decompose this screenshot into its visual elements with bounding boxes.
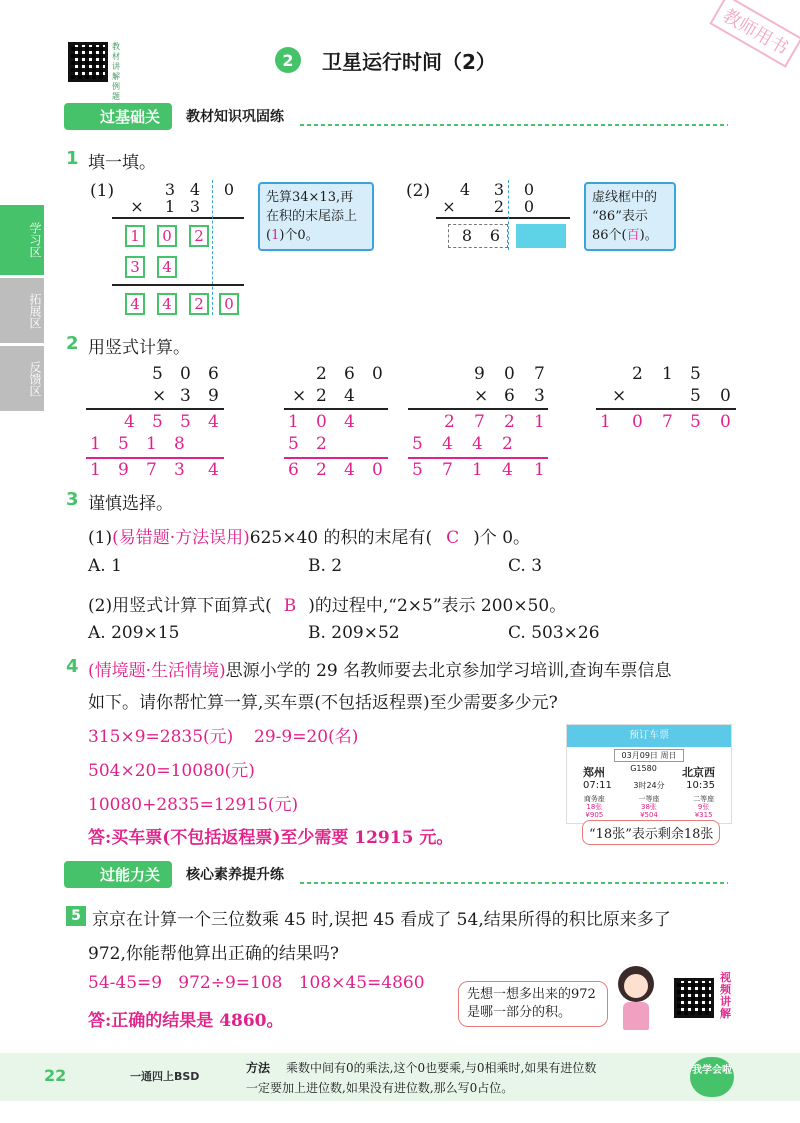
video-label: 视频讲解 (720, 971, 731, 1020)
seat-class: 二等座 9张 ¥315 (693, 795, 715, 819)
teacher-stamp: 教师用书 (709, 0, 800, 68)
digit: 2 (316, 386, 327, 406)
mul-sign: × (474, 386, 489, 406)
answer-box[interactable]: 4 (157, 293, 177, 315)
digit: 9 (474, 364, 485, 384)
answer-line: 答:正确的结果是 4860。 (88, 1011, 284, 1031)
digit: 0 (372, 364, 383, 384)
digit: 5 (690, 412, 701, 432)
video-qr-icon[interactable] (674, 978, 714, 1018)
digit: 4 (124, 412, 135, 432)
answer-box[interactable]: 1 (125, 225, 145, 247)
option[interactable]: A. 1 (88, 556, 122, 576)
brand-label: 一通四上BSD (130, 1070, 200, 1083)
underline (112, 217, 244, 219)
ticket-date: 03月09日 周日 (614, 749, 684, 762)
answer-box[interactable]: 3 (125, 256, 145, 278)
digit: 1 (600, 412, 611, 432)
note-line: 虚线框中的 (592, 190, 658, 205)
work-line: 10080+2835=12915(元) (88, 795, 299, 815)
digit: 3 (164, 180, 176, 199)
option[interactable]: A. 209×15 (88, 623, 180, 643)
question-text (88, 656, 672, 681)
section-banner-ability (64, 861, 284, 887)
sub-label: (1) (88, 528, 113, 548)
digit: 4 (502, 460, 513, 480)
digit: 0 (316, 412, 327, 432)
answer-line: 答:买车票(不包括返程票)至少需要 12915 元。 (88, 828, 454, 848)
digit: 4 (472, 434, 483, 454)
answer-choice[interactable]: B (283, 596, 297, 616)
digit: 0 (223, 180, 235, 199)
banner-subtitle: 教材知识巩固练 (186, 109, 285, 125)
question-text-2: 如下。请你帮忙算一算,买车票(不包括返程票)至少需要多少元? (88, 693, 558, 713)
banner-divider (300, 124, 728, 126)
digit: 2 (504, 412, 515, 432)
digit: 0 (720, 386, 731, 406)
digit: 5 (152, 364, 163, 384)
digit: 1 (472, 460, 483, 480)
answer-box[interactable]: 4 (125, 293, 145, 315)
digit: 4 (459, 180, 471, 199)
digit: 2 (493, 197, 505, 216)
digit: 6 (208, 364, 219, 384)
option[interactable]: C. 503×26 (508, 623, 600, 643)
question-text-2: 972,你能帮他算出正确的结果吗? (88, 944, 339, 964)
question-tag: (易错题·方法误用) (112, 528, 250, 548)
banner-pill: 过能力关 (64, 861, 172, 888)
digit: 5 (412, 460, 423, 480)
seat-class: 一等座 38张 ¥504 (638, 795, 660, 819)
answer-box[interactable]: 0 (157, 225, 177, 247)
method-text: 乘数中间有0的乘法,这个0也要乘,与0相乘时,如果有进位数 (286, 1061, 597, 1075)
page-number: 22 (44, 1066, 67, 1085)
digit: 1 (90, 434, 101, 454)
method-text: 一定要加上进位数,如果没有进位数,那么写0占位。 (246, 1081, 514, 1095)
work-line: 504×20=10080(元) (88, 761, 255, 781)
digit: 7 (534, 364, 545, 384)
digit: 5 (180, 412, 191, 432)
note-line: “86”表示 (592, 209, 648, 224)
question-number-badge: 5 (66, 906, 86, 926)
question-text: 填一填。 (88, 153, 156, 173)
underline (112, 284, 244, 286)
digit: 0 (523, 180, 535, 199)
digit: 4 (208, 460, 219, 480)
qr-label: 教材讲解例题 (112, 42, 120, 101)
tab-feedback[interactable]: 反馈区 (0, 346, 44, 411)
answer-box[interactable]: 2 (189, 225, 209, 247)
answer-box[interactable]: 0 (219, 293, 239, 315)
option[interactable]: C. 3 (508, 556, 543, 576)
digit: 2 (502, 434, 513, 454)
question-number: 4 (66, 656, 79, 677)
sub-text: (2)用竖式计算下面算式( (88, 596, 272, 616)
banner-pill: 过基础关 (64, 103, 172, 130)
underline (408, 457, 548, 459)
question-number: 3 (66, 489, 79, 510)
digit: 2 (316, 364, 327, 384)
mul-sign: × (292, 386, 307, 406)
digit: 1 (534, 460, 545, 480)
question-number: 2 (66, 333, 79, 354)
digit: 3 (493, 180, 505, 199)
digit: 3 (534, 386, 545, 406)
digit: 4 (208, 412, 219, 432)
digit: 9 (118, 460, 129, 480)
digit: 4 (189, 180, 201, 199)
digit: 2 (316, 460, 327, 480)
digit: 6 (288, 460, 299, 480)
digit: 1 (90, 460, 101, 480)
seat-class: 商务座 18张 ¥905 (583, 795, 605, 819)
mul-sign: × (612, 386, 627, 406)
digit: 1 (146, 434, 157, 454)
digit: 4 (344, 412, 355, 432)
underline (86, 408, 224, 410)
sub-question-1 (88, 523, 530, 548)
digit: 4 (344, 386, 355, 406)
digit: 1 (534, 412, 545, 432)
ticket-arr: 10:35 (686, 780, 715, 791)
ticket-caption: “18张”表示剩余18张 (582, 820, 720, 845)
text: 思源小学的 29 名教师要去北京参加学习培训,查询车票信息 (225, 661, 672, 681)
hint-bubble: 先想一想多出来的972是哪一部分的积。 (458, 981, 608, 1027)
digit: 2 (632, 364, 643, 384)
option[interactable]: B. 2 (308, 556, 343, 576)
question-tag: (情境题·生活情境) (88, 661, 226, 681)
digit: 2 (316, 434, 327, 454)
underline (86, 457, 224, 459)
ticket-from: 郑州 (583, 766, 605, 779)
sub-text: )个 0。 (473, 528, 531, 548)
underline (284, 408, 388, 410)
mul-sign: × (152, 386, 167, 406)
digit: 0 (180, 364, 191, 384)
sub-question-2 (88, 591, 566, 616)
digit: 5 (412, 434, 423, 454)
question-text: 京京在计算一个三位数乘 45 时,误把 45 看成了 54,结果所得的积比原来多了 (92, 910, 671, 930)
answer-box[interactable]: 2 (189, 293, 209, 315)
digit: 0 (372, 460, 383, 480)
digit: 8 (461, 226, 473, 245)
tab-extend[interactable]: 拓展区 (0, 278, 44, 343)
question-text: 谨慎选择。 (88, 494, 173, 514)
section-banner-basic (64, 103, 284, 129)
digit: 2 (444, 412, 455, 432)
highlight-box (516, 224, 566, 248)
answer-box[interactable]: 4 (157, 256, 177, 278)
digit: 4 (344, 460, 355, 480)
digit: 3 (180, 386, 191, 406)
digit: 6 (504, 386, 515, 406)
tab-study[interactable]: 学习区 (0, 205, 44, 275)
ticket-dep: 07:11 (583, 780, 612, 791)
ticket-train: G1580 (630, 764, 657, 773)
digit: 5 (288, 434, 299, 454)
qr-code-icon[interactable] (68, 42, 108, 82)
ticket-header: 预订车票 (567, 725, 731, 747)
hint-note-2 (584, 182, 676, 251)
note-line: )。 (639, 228, 658, 243)
sub-text: 625×40 的积的末尾有( (249, 528, 433, 548)
sub-text: )的过程中,“2×5”表示 200×50。 (308, 596, 567, 616)
girl-character-icon (614, 966, 658, 1036)
work-line: 54-45=9 972÷9=108 108×45=4860 (88, 973, 425, 993)
dashed-separator (508, 180, 509, 250)
digit: 7 (474, 412, 485, 432)
part-label: (2) (406, 181, 431, 201)
note-line: 86个( (592, 228, 627, 243)
digit: 9 (208, 386, 219, 406)
note-answer: 1 (271, 228, 280, 243)
hint-note-1 (258, 182, 374, 251)
note-text: 先算34×13,再在积的末尾添上( (266, 190, 358, 243)
digit: 0 (632, 412, 643, 432)
work-line: 315×9=2835(元) (88, 727, 234, 747)
digit: 1 (288, 412, 299, 432)
work-line: 29-9=20(名) (254, 727, 359, 747)
badge-learned: 我学会啦 (690, 1057, 734, 1097)
digit: 6 (489, 226, 501, 245)
digit: 3 (174, 460, 185, 480)
underline (436, 217, 570, 219)
digit: 8 (174, 434, 185, 454)
digit: 7 (442, 460, 453, 480)
question-number: 1 (66, 148, 79, 169)
mul-sign: × (442, 197, 456, 216)
digit: 5 (690, 364, 701, 384)
digit: 0 (523, 197, 535, 216)
method-label: 方法 (246, 1061, 271, 1075)
digit: 1 (164, 197, 176, 216)
mul-sign: × (130, 197, 144, 216)
underline (408, 408, 548, 410)
digit: 0 (504, 364, 515, 384)
digit: 6 (344, 364, 355, 384)
ticket-card (566, 724, 732, 824)
banner-divider (300, 882, 728, 884)
digit: 5 (152, 412, 163, 432)
part-label: (1) (90, 181, 115, 201)
underline (284, 457, 388, 459)
option[interactable]: B. 209×52 (308, 623, 400, 643)
underline (596, 408, 736, 410)
digit: 7 (662, 412, 673, 432)
digit: 4 (442, 434, 453, 454)
digit: 5 (118, 434, 129, 454)
lesson-number-badge: 2 (275, 47, 301, 73)
ticket-to: 北京西 (682, 766, 715, 779)
digit: 5 (690, 386, 701, 406)
note-tail: )个0。 (279, 228, 319, 243)
digit: 3 (189, 197, 201, 216)
digit: 7 (146, 460, 157, 480)
digit: 0 (720, 412, 731, 432)
question-text: 用竖式计算。 (88, 338, 190, 358)
digit: 1 (662, 364, 673, 384)
answer-choice[interactable]: C (446, 528, 460, 548)
ticket-duration: 3时24分 (633, 781, 665, 790)
dashed-separator (212, 180, 213, 315)
note-answer: 百 (626, 228, 640, 243)
page-title: 卫星运行时间（2） (322, 50, 496, 74)
banner-subtitle: 核心素养提升练 (186, 867, 285, 883)
